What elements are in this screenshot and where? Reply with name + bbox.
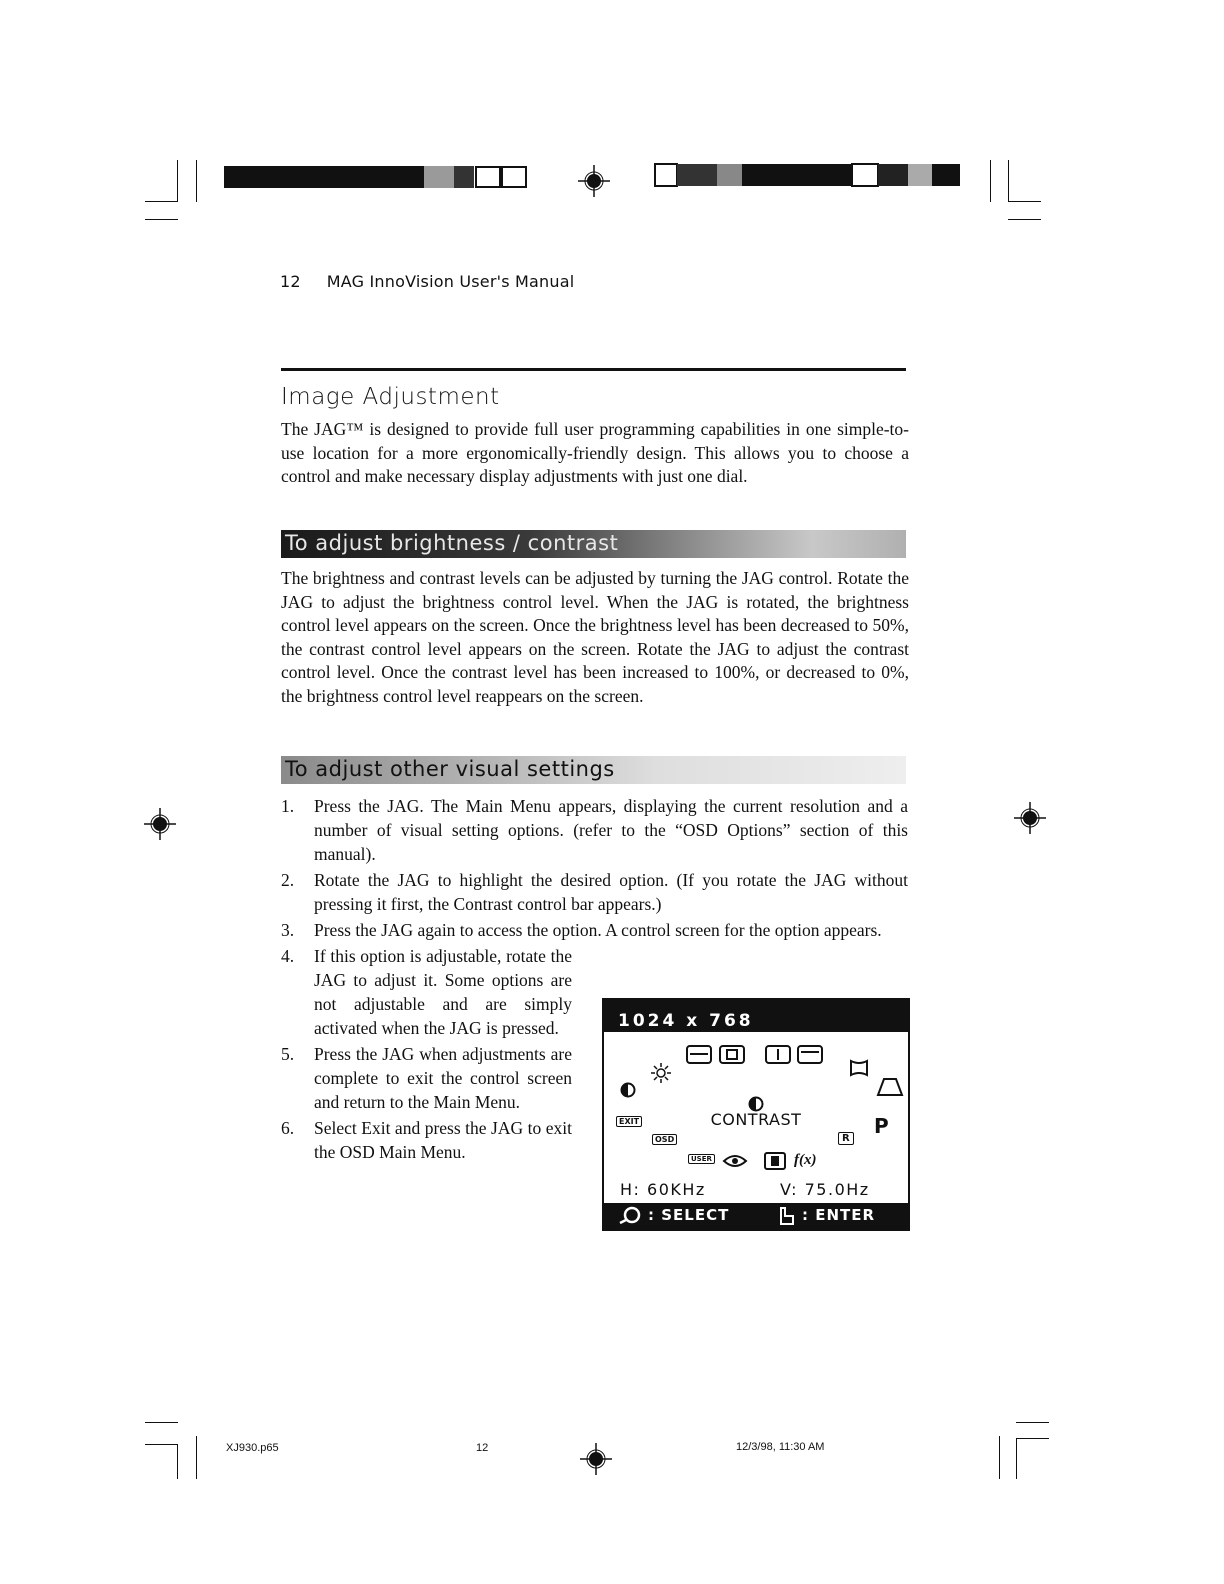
position-icon: P [874,1114,889,1138]
step-number: 4. [281,946,295,966]
list-item [281,794,908,866]
step-number: 5. [281,1044,295,1064]
exit-icon: EXIT [616,1116,642,1127]
osd-icon: OSD [652,1134,677,1145]
footer-page: 12 [476,1442,489,1454]
color-eye-icon [722,1154,748,1168]
step-text: Rotate the JAG to highlight the desired option. (If you rotate the JAG without pressing it first, the Contrast control bar appears.) [314,870,908,914]
step-number: 1. [281,796,295,816]
registration-target-icon [578,165,610,202]
osd-highlight-label: CONTRAST [710,1110,802,1129]
geometry-icons [686,1044,862,1066]
step-text: If this option is adjustable, rotate the JAG to adjust it. Some options are not adjustable and are simply activated when the JAG is pressed. [314,946,572,1038]
brightness-paragraph: The brightness and contrast levels can be adjusted by turning the JAG control. Rotate the JAG to adjust the brightness control level. When the JAG is rotated, the brightness control level appears on the screen. Once the brightness level has been decreased to 50%, the contrast control level appears on the screen. Rotate the JAG to adjust the contrast control level. Once the contrast level has been increased to 100%, or decreased to 0%, the brightness control level reappears on the screen. [281,568,909,706]
osd-footer-bar [604,1203,908,1229]
list-item [281,1042,572,1114]
registration-target-icon [1014,802,1046,839]
step-number: 3. [281,920,295,940]
section-banner-visual-settings [281,756,906,784]
trapezoid-icon [876,1076,904,1098]
step-text: Select Exit and press the JAG to exit the OSD Main Menu. [314,1118,572,1162]
footer-date: 12/3/98, 11:30 AM [736,1441,825,1453]
header-page-number: 12 [280,272,301,291]
brightness-sun-icon [650,1062,672,1084]
user-icon: USER [688,1154,715,1164]
press-hand-icon [776,1206,796,1226]
section-banner-brightness [281,530,906,558]
language-icon [764,1152,786,1170]
osd-main-menu [602,998,910,1231]
step-number: 2. [281,870,295,890]
step-text: Press the JAG. The Main Menu appears, displaying the current resolution and a number of visual setting options. (refer to the “OSD Options” section of this manual). [314,796,908,864]
v-frequency: V: 75.0Hz [780,1180,870,1199]
registration-bar-right [654,162,964,188]
list-item [281,868,908,916]
banner-label: To adjust brightness / contrast [285,531,619,555]
title-rule [281,368,906,371]
h-frequency: H: 60KHz [620,1180,706,1199]
osd-resolution: 1024 x 768 [604,1000,908,1032]
footer-file: XJ930.p65 [226,1442,279,1454]
registration-target-icon [580,1443,612,1480]
registration-target-icon [144,808,176,845]
select-label: : SELECT [648,1206,730,1224]
function-icon: f(x) [794,1152,817,1168]
recall-icon: R [838,1132,854,1145]
contrast-icon [620,1082,636,1098]
header-title: MAG InnoVision User's Manual [326,272,575,291]
step-text: Press the JAG when adjustments are complete to exit the control screen and return to the Main Menu. [314,1044,572,1112]
step-number: 6. [281,1118,295,1138]
banner-label: To adjust other visual settings [285,757,615,781]
section-title: Image Adjustment [281,384,500,410]
list-item [281,1116,572,1164]
list-item [281,944,572,1040]
registration-bar-left [224,166,524,188]
list-item [281,918,908,942]
rotate-dial-icon [618,1206,644,1226]
step-text: Press the JAG again to access the option. A control screen for the option appears. [314,920,882,940]
intro-paragraph: The JAG™ is designed to provide full user programming capabilities in one simple-to-use location for a more ergonomically-friendly design. This allows you to choose a control and make necessary display adjustments with just one dial. [281,419,909,486]
enter-label: : ENTER [802,1206,876,1224]
running-header [280,272,574,291]
pincushion-icon [848,1058,870,1078]
